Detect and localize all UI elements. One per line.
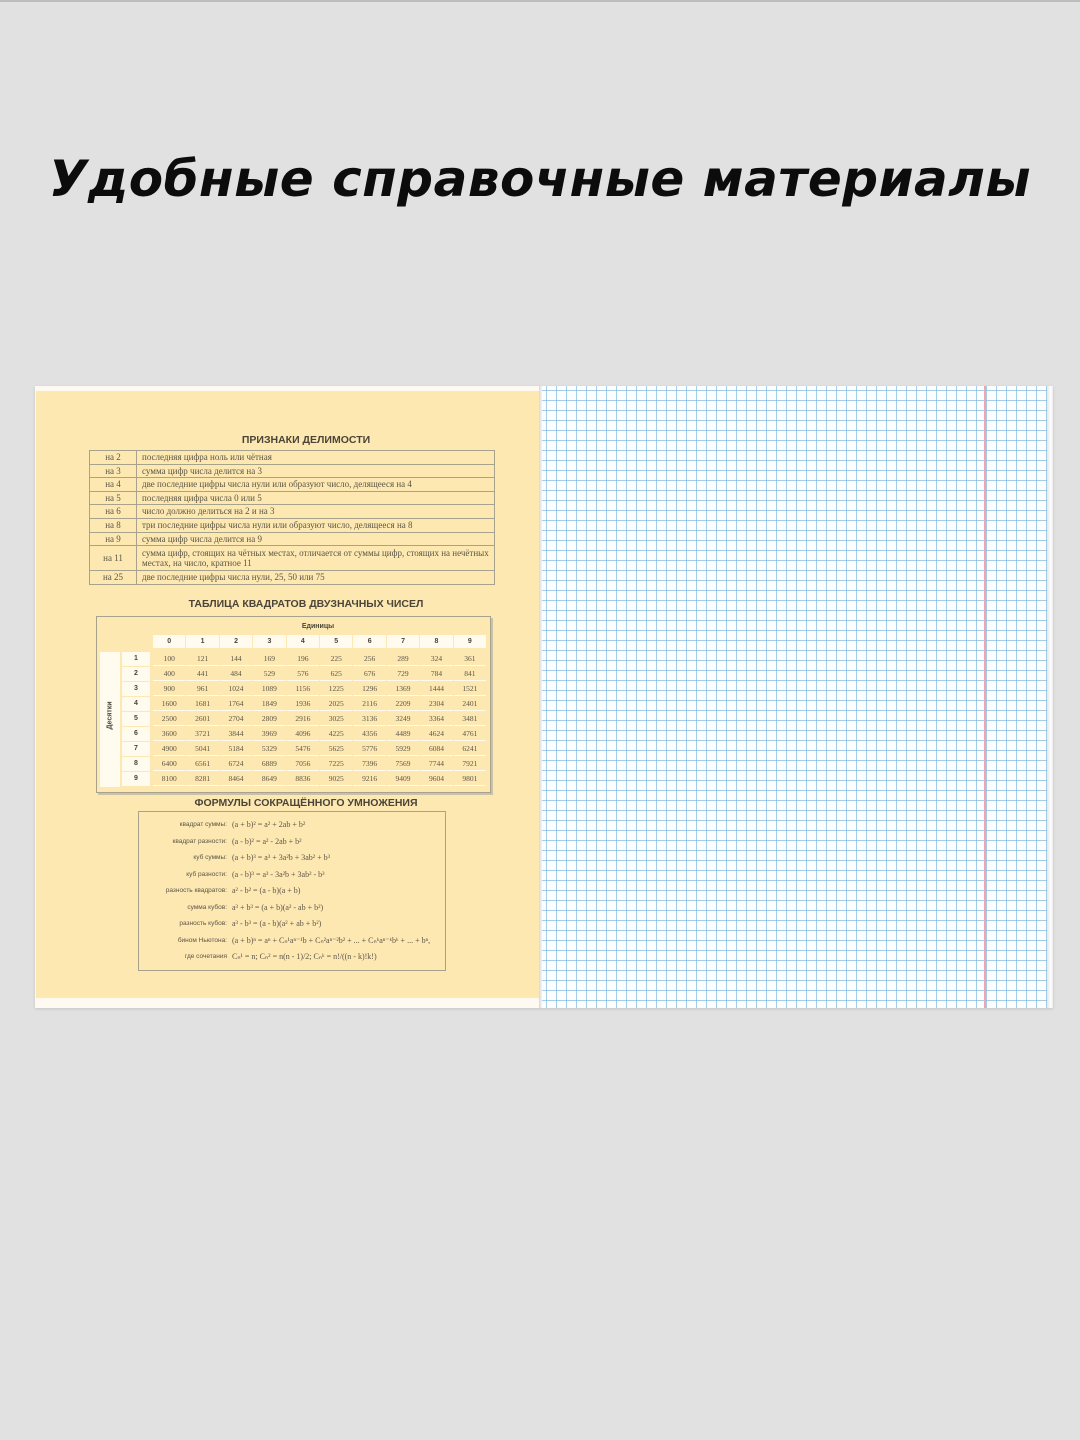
square-value-cell: 100 xyxy=(153,652,185,666)
tens-row-header: 4 xyxy=(122,697,150,711)
rule-cell: сумма цифр, стоящих на чётных местах, отличается от суммы цифр, стоящих на нечётных местах, на число, кратное 11 xyxy=(137,546,495,571)
formula-label: где сочетания xyxy=(184,953,227,960)
units-column-header: 6 xyxy=(353,635,385,648)
formula-line xyxy=(139,916,445,931)
square-value-cell: 7744 xyxy=(420,757,452,771)
headline: Удобные справочные материалы xyxy=(48,150,1032,208)
tens-row-header: 6 xyxy=(122,727,150,741)
square-value-cell: 3025 xyxy=(320,712,352,726)
formulas-title: ФОРМУЛЫ СОКРАЩЁННОГО УМНОЖЕНИЯ xyxy=(194,797,418,809)
units-column-header: 0 xyxy=(153,635,185,648)
divisibility-row xyxy=(90,478,495,492)
rule-cell: последняя цифра числа 0 или 5 xyxy=(137,491,495,505)
rule-cell: две последние цифры числа нули, 25, 50 или 75 xyxy=(137,571,495,585)
units-label: Единицы xyxy=(301,623,335,630)
square-value-cell: 1156 xyxy=(287,682,319,696)
square-value-cell: 961 xyxy=(186,682,218,696)
square-value-cell: 484 xyxy=(220,667,252,681)
formula-line xyxy=(139,949,445,964)
square-value-cell: 1849 xyxy=(253,697,285,711)
tens-row-header: 9 xyxy=(122,772,150,786)
square-value-cell: 3600 xyxy=(153,727,185,741)
units-column-header: 4 xyxy=(287,635,319,648)
square-value-cell: 441 xyxy=(186,667,218,681)
tens-header xyxy=(100,652,120,787)
margin-line xyxy=(984,386,986,1008)
squares-table xyxy=(96,616,491,793)
square-value-cell: 9409 xyxy=(387,772,419,786)
square-value-cell: 1600 xyxy=(153,697,185,711)
divisibility-row xyxy=(90,491,495,505)
tens-row-header: 3 xyxy=(122,682,150,696)
square-value-cell: 2601 xyxy=(186,712,218,726)
units-column-header: 3 xyxy=(253,635,285,648)
square-value-cell: 9025 xyxy=(320,772,352,786)
tens-row-header: 5 xyxy=(122,712,150,726)
formula-line xyxy=(139,900,445,915)
squares-row xyxy=(122,697,487,711)
divisibility-title: ПРИЗНАКИ ДЕЛИМОСТИ xyxy=(241,434,371,446)
square-value-cell: 7569 xyxy=(387,757,419,771)
formula-label: квадрат разности: xyxy=(172,837,227,845)
formula-line xyxy=(139,867,445,882)
square-value-cell: 5476 xyxy=(287,742,319,756)
square-value-cell: 6889 xyxy=(253,757,285,771)
divisor-cell: на 6 xyxy=(90,505,137,519)
square-value-cell: 324 xyxy=(420,652,452,666)
squares-row xyxy=(122,682,487,696)
square-value-cell: 6724 xyxy=(220,757,252,771)
squares-row xyxy=(122,712,487,726)
square-value-cell: 8281 xyxy=(186,772,218,786)
square-value-cell: 2209 xyxy=(387,697,419,711)
squares-row xyxy=(122,667,487,681)
square-value-cell: 3364 xyxy=(420,712,452,726)
formula-line xyxy=(139,883,445,898)
formula-label: квадрат суммы: xyxy=(179,821,227,828)
square-value-cell: 5929 xyxy=(387,742,419,756)
squares-row xyxy=(122,772,487,786)
square-value-cell: 3481 xyxy=(454,712,486,726)
formula-expression: (a + b)³ = a³ + 3a²b + 3ab² + b³ xyxy=(232,853,331,862)
units-column-header: 1 xyxy=(186,635,218,648)
tens-row-header: 7 xyxy=(122,742,150,756)
square-value-cell: 2304 xyxy=(420,697,452,711)
formula-expression: (a - b)² = a² - 2ab + b² xyxy=(232,836,302,846)
units-column-header: 8 xyxy=(420,635,452,648)
divisor-cell: на 2 xyxy=(90,451,137,465)
formula-expression: (a + b)² = a² + 2ab + b² xyxy=(232,820,306,829)
squares-title: ТАБЛИЦА КВАДРАТОВ ДВУЗНАЧНЫХ ЧИСЕЛ xyxy=(188,598,424,610)
square-value-cell: 144 xyxy=(220,652,252,666)
square-value-cell: 225 xyxy=(320,652,352,666)
square-value-cell: 3844 xyxy=(220,727,252,741)
divisor-cell: на 5 xyxy=(90,491,137,505)
square-value-cell: 7396 xyxy=(353,757,385,771)
square-value-cell: 5329 xyxy=(253,742,285,756)
square-value-cell: 400 xyxy=(153,667,185,681)
divisibility-row xyxy=(90,546,495,571)
square-value-cell: 6241 xyxy=(454,742,486,756)
formula-label: разность кубов: xyxy=(179,920,227,927)
squares-row xyxy=(122,757,487,771)
formula-expression: (a - b)³ = a³ - 3a²b + 3ab² - b³ xyxy=(232,869,325,879)
formula-label: куб разности: xyxy=(186,870,227,878)
divisibility-row xyxy=(90,451,495,465)
square-value-cell: 2704 xyxy=(220,712,252,726)
square-value-cell: 1089 xyxy=(253,682,285,696)
square-value-cell: 1296 xyxy=(353,682,385,696)
rule-cell: последняя цифра ноль или чётная xyxy=(137,451,495,465)
square-value-cell: 7921 xyxy=(454,757,486,771)
square-value-cell: 2116 xyxy=(353,697,385,711)
tens-row-header: 2 xyxy=(122,667,150,681)
rule-cell: две последние цифры числа нули или образуют число, делящееся на 4 xyxy=(137,478,495,492)
squares-row xyxy=(122,652,487,666)
square-value-cell: 1936 xyxy=(287,697,319,711)
tens-row-header: 1 xyxy=(122,652,150,666)
square-value-cell: 4225 xyxy=(320,727,352,741)
formula-label: сумма кубов: xyxy=(187,903,227,911)
divisor-cell: на 3 xyxy=(90,464,137,478)
square-value-cell: 361 xyxy=(454,652,486,666)
divisor-cell: на 9 xyxy=(90,532,137,546)
square-value-cell: 729 xyxy=(387,667,419,681)
square-value-cell: 2500 xyxy=(153,712,185,726)
tens-label: Десятки xyxy=(106,701,114,730)
divisor-cell: на 25 xyxy=(90,571,137,585)
square-value-cell: 4489 xyxy=(387,727,419,741)
square-value-cell: 4624 xyxy=(420,727,452,741)
divisibility-row xyxy=(90,532,495,546)
notebook-spread xyxy=(35,386,1053,1008)
square-value-cell: 121 xyxy=(186,652,218,666)
divisibility-table xyxy=(89,450,495,585)
square-value-cell: 2401 xyxy=(454,697,486,711)
square-value-cell: 4096 xyxy=(287,727,319,741)
square-value-cell: 2809 xyxy=(253,712,285,726)
square-value-cell: 8836 xyxy=(287,772,319,786)
square-value-cell: 5776 xyxy=(353,742,385,756)
rule-cell: сумма цифр числа делится на 3 xyxy=(137,464,495,478)
square-value-cell: 784 xyxy=(420,667,452,681)
formulas-box xyxy=(138,811,446,971)
formula-label: куб суммы: xyxy=(193,854,227,861)
units-column-header: 2 xyxy=(220,635,252,648)
formula-label: разность квадратов: xyxy=(165,887,227,894)
square-value-cell: 8649 xyxy=(253,772,285,786)
square-value-cell: 841 xyxy=(454,667,486,681)
square-value-cell: 4761 xyxy=(454,727,486,741)
square-value-cell: 3249 xyxy=(387,712,419,726)
square-value-cell: 576 xyxy=(287,667,319,681)
grid-page xyxy=(542,386,1053,1008)
divisor-cell: на 11 xyxy=(90,546,137,571)
square-value-cell: 1681 xyxy=(186,697,218,711)
square-value-cell: 2916 xyxy=(287,712,319,726)
square-value-cell: 5184 xyxy=(220,742,252,756)
formula-line xyxy=(139,817,445,832)
cover-inner-page xyxy=(35,386,539,1008)
square-value-cell: 8100 xyxy=(153,772,185,786)
square-value-cell: 7225 xyxy=(320,757,352,771)
square-value-cell: 900 xyxy=(153,682,185,696)
square-value-cell: 8464 xyxy=(220,772,252,786)
rule-cell: три последние цифры числа нули или образуют число, делящееся на 8 xyxy=(137,518,495,532)
square-value-cell: 4356 xyxy=(353,727,385,741)
formula-expression: a³ + b³ = (a + b)(a² - ab + b²) xyxy=(232,902,324,912)
squares-row xyxy=(122,742,487,756)
units-column-header: 7 xyxy=(387,635,419,648)
square-value-cell: 6561 xyxy=(186,757,218,771)
page-edge xyxy=(1047,386,1053,1008)
top-border xyxy=(0,0,1080,2)
formula-line xyxy=(139,850,445,865)
square-value-cell: 3721 xyxy=(186,727,218,741)
rule-cell: число должно делиться на 2 и на 3 xyxy=(137,505,495,519)
square-value-cell: 1521 xyxy=(454,682,486,696)
column-headers xyxy=(153,635,487,648)
square-value-cell: 4900 xyxy=(153,742,185,756)
formula-expression: a³ - b³ = (a - b)(a² + ab + b²) xyxy=(232,919,322,928)
divisibility-row xyxy=(90,518,495,532)
square-value-cell: 9604 xyxy=(420,772,452,786)
divisibility-row xyxy=(90,505,495,519)
square-value-cell: 3136 xyxy=(353,712,385,726)
units-column-header: 9 xyxy=(454,635,486,648)
square-value-cell: 7056 xyxy=(287,757,319,771)
square-value-cell: 3969 xyxy=(253,727,285,741)
tens-row-header: 8 xyxy=(122,757,150,771)
units-column-header: 5 xyxy=(320,635,352,648)
square-value-cell: 1444 xyxy=(420,682,452,696)
square-value-cell: 6084 xyxy=(420,742,452,756)
reference-sheet xyxy=(36,391,544,998)
square-value-cell: 9801 xyxy=(454,772,486,786)
square-value-cell: 1024 xyxy=(220,682,252,696)
divisor-cell: на 8 xyxy=(90,518,137,532)
squares-row xyxy=(122,727,487,741)
square-value-cell: 196 xyxy=(287,652,319,666)
divisibility-row xyxy=(90,571,495,585)
square-value-cell: 1764 xyxy=(220,697,252,711)
formula-label: бином Ньютона: xyxy=(177,936,227,944)
divisibility-row xyxy=(90,464,495,478)
square-value-cell: 625 xyxy=(320,667,352,681)
square-value-cell: 529 xyxy=(253,667,285,681)
formula-expression: (a + b)ⁿ = aⁿ + Cₙ¹aⁿ⁻¹b + Cₙ²aⁿ⁻²b² + ... + Cₙᵏaⁿ⁻ᵏbᵏ + ... + bⁿ, xyxy=(232,935,431,945)
formula-line xyxy=(139,834,445,849)
formula-expression: a² - b² = (a - b)(a + b) xyxy=(232,886,301,895)
square-value-cell: 676 xyxy=(353,667,385,681)
square-value-cell: 1225 xyxy=(320,682,352,696)
square-value-cell: 256 xyxy=(353,652,385,666)
square-value-cell: 2025 xyxy=(320,697,352,711)
square-value-cell: 5041 xyxy=(186,742,218,756)
square-value-cell: 169 xyxy=(253,652,285,666)
formula-line xyxy=(139,933,445,948)
formula-expression: Cₙ¹ = n; Cₙ² = n(n - 1)/2; Cₙᵏ = n!/((n - k)!k!) xyxy=(232,952,377,961)
divisor-cell: на 4 xyxy=(90,478,137,492)
square-value-cell: 5625 xyxy=(320,742,352,756)
rule-cell: сумма цифр числа делится на 9 xyxy=(137,532,495,546)
square-value-cell: 289 xyxy=(387,652,419,666)
square-value-cell: 9216 xyxy=(353,772,385,786)
square-value-cell: 6400 xyxy=(153,757,185,771)
square-value-cell: 1369 xyxy=(387,682,419,696)
